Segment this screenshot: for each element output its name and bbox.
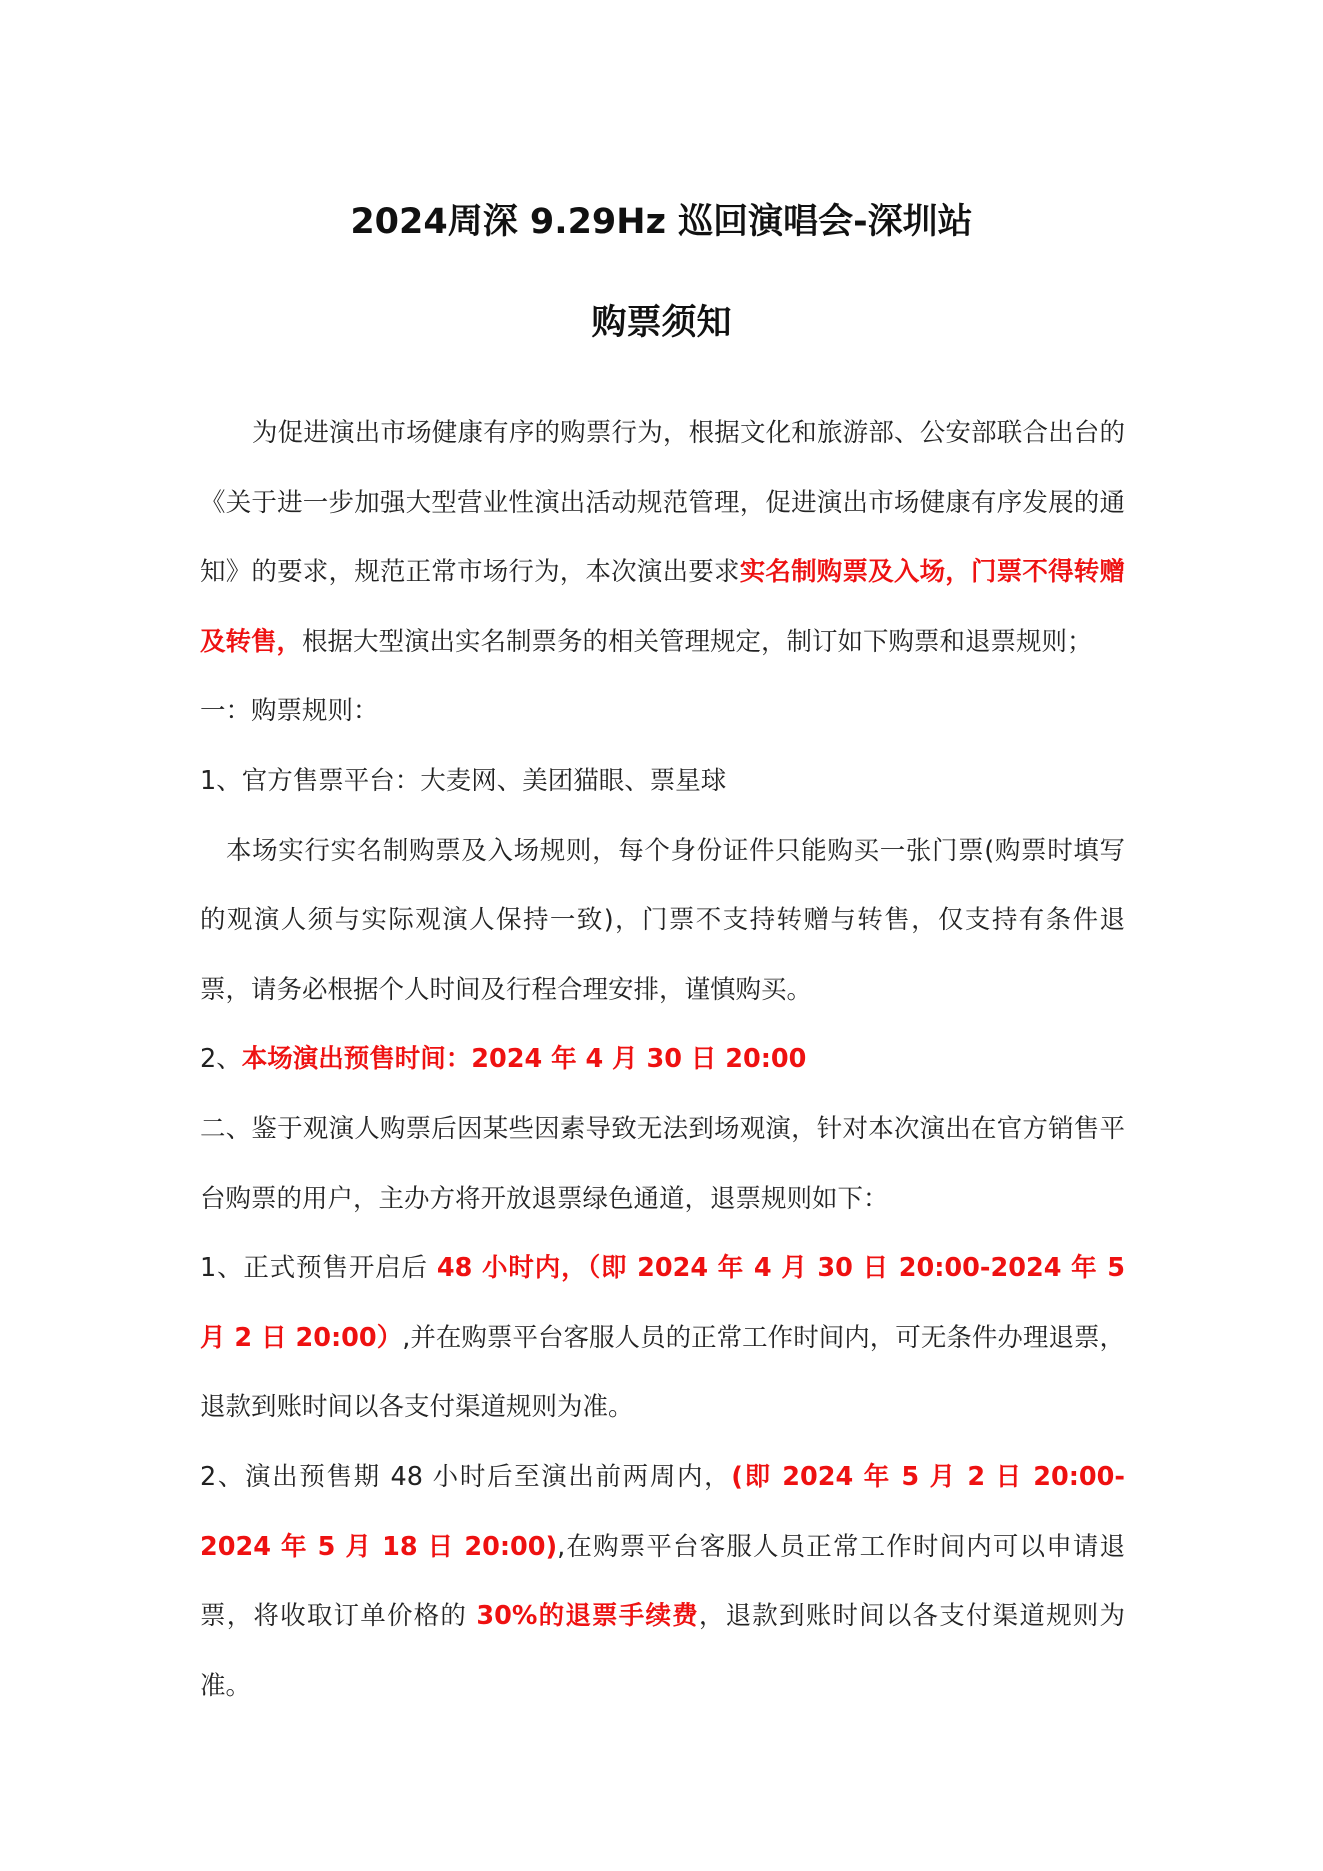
paid-refund-window-dates: (即 2024 年 5 月 2 日 20:00-2024 年 5 月 18 日 20:00) bbox=[200, 1461, 1125, 1562]
document-title: 2024周深 9.29Hz 巡回演唱会-深圳站 bbox=[350, 202, 973, 242]
intro-text-1: 为促进演出市场健康有序的购票行为，根据文化和旅游部、公安部联合出台的《关于进一步加强大型营业性演出活动规范管理，促进演出市场健康有序发展的通知》的要求，规范正常市场行为，本次演出要求 bbox=[200, 418, 1125, 588]
section-1-item-1-detail: 本场实行实名制购票及入场规则，每个身份证件只能购买一张门票(购票时填写的观演人须与实际观演人保持一致)，门票不支持转赠与转售，仅支持有条件退票，请务必根据个人时间及行程合理安排，谨慎购买。 bbox=[200, 835, 1125, 1005]
document-subtitle: 购票须知 bbox=[591, 303, 732, 343]
section-1-item-2-prefix: 2、 bbox=[200, 1044, 242, 1075]
intro-emphasis: 实名制购票及入场，门票不得转赠及转售， bbox=[200, 557, 1125, 657]
document-body bbox=[200, 399, 1125, 1721]
section-1-item-1: 1、官方售票平台：大麦网、美团猫眼、票星球 bbox=[200, 765, 727, 796]
refund-window-hours: 48 小时内， bbox=[436, 1253, 588, 1284]
intro-paragraph bbox=[200, 399, 1125, 677]
section-2-item-2-text-a: 2、演出预售期 48 小时后至演出前两周内， bbox=[200, 1461, 732, 1492]
refund-fee: 30%的退票手续费 bbox=[476, 1601, 699, 1632]
section-2-item-2-text-b: ,在购票平台客服人员正常工作时间内可以申请退票，将收取订单价格的 bbox=[200, 1531, 1125, 1632]
intro-text-2: 根据大型演出实名制票务的相关管理规定，制订如下购票和退票规则； bbox=[302, 626, 1093, 657]
section-2-item-1 bbox=[200, 1234, 1125, 1443]
section-2-item-1-text-b: ,并在购票平台客服人员的正常工作时间内，可无条件办理退票，退款到账时间以各支付渠道规则为准。 bbox=[200, 1322, 1126, 1423]
presale-time: 本场演出预售时间：2024 年 4 月 30 日 20:00 bbox=[241, 1044, 807, 1075]
section-2-item-2-text-c: ，退款到账时间以各支付渠道规则为准。 bbox=[200, 1601, 1125, 1701]
refund-window-dates: （即 2024 年 4 月 30 日 20:00-2024 年 5 月 2 日 20:00） bbox=[200, 1253, 1125, 1353]
section-2-item-1-text-a: 1、正式预售开启后 bbox=[200, 1253, 437, 1284]
section-2-item-2 bbox=[200, 1443, 1125, 1721]
section-1-heading: 一：购票规则： bbox=[200, 696, 379, 727]
section-2-heading: 二、鉴于观演人购票后因某些因素导致无法到场观演，针对本次演出在官方销售平台购票的用户，主办方将开放退票绿色通道，退票规则如下： bbox=[200, 1113, 1125, 1214]
section-1-item-2 bbox=[200, 1025, 1125, 1095]
